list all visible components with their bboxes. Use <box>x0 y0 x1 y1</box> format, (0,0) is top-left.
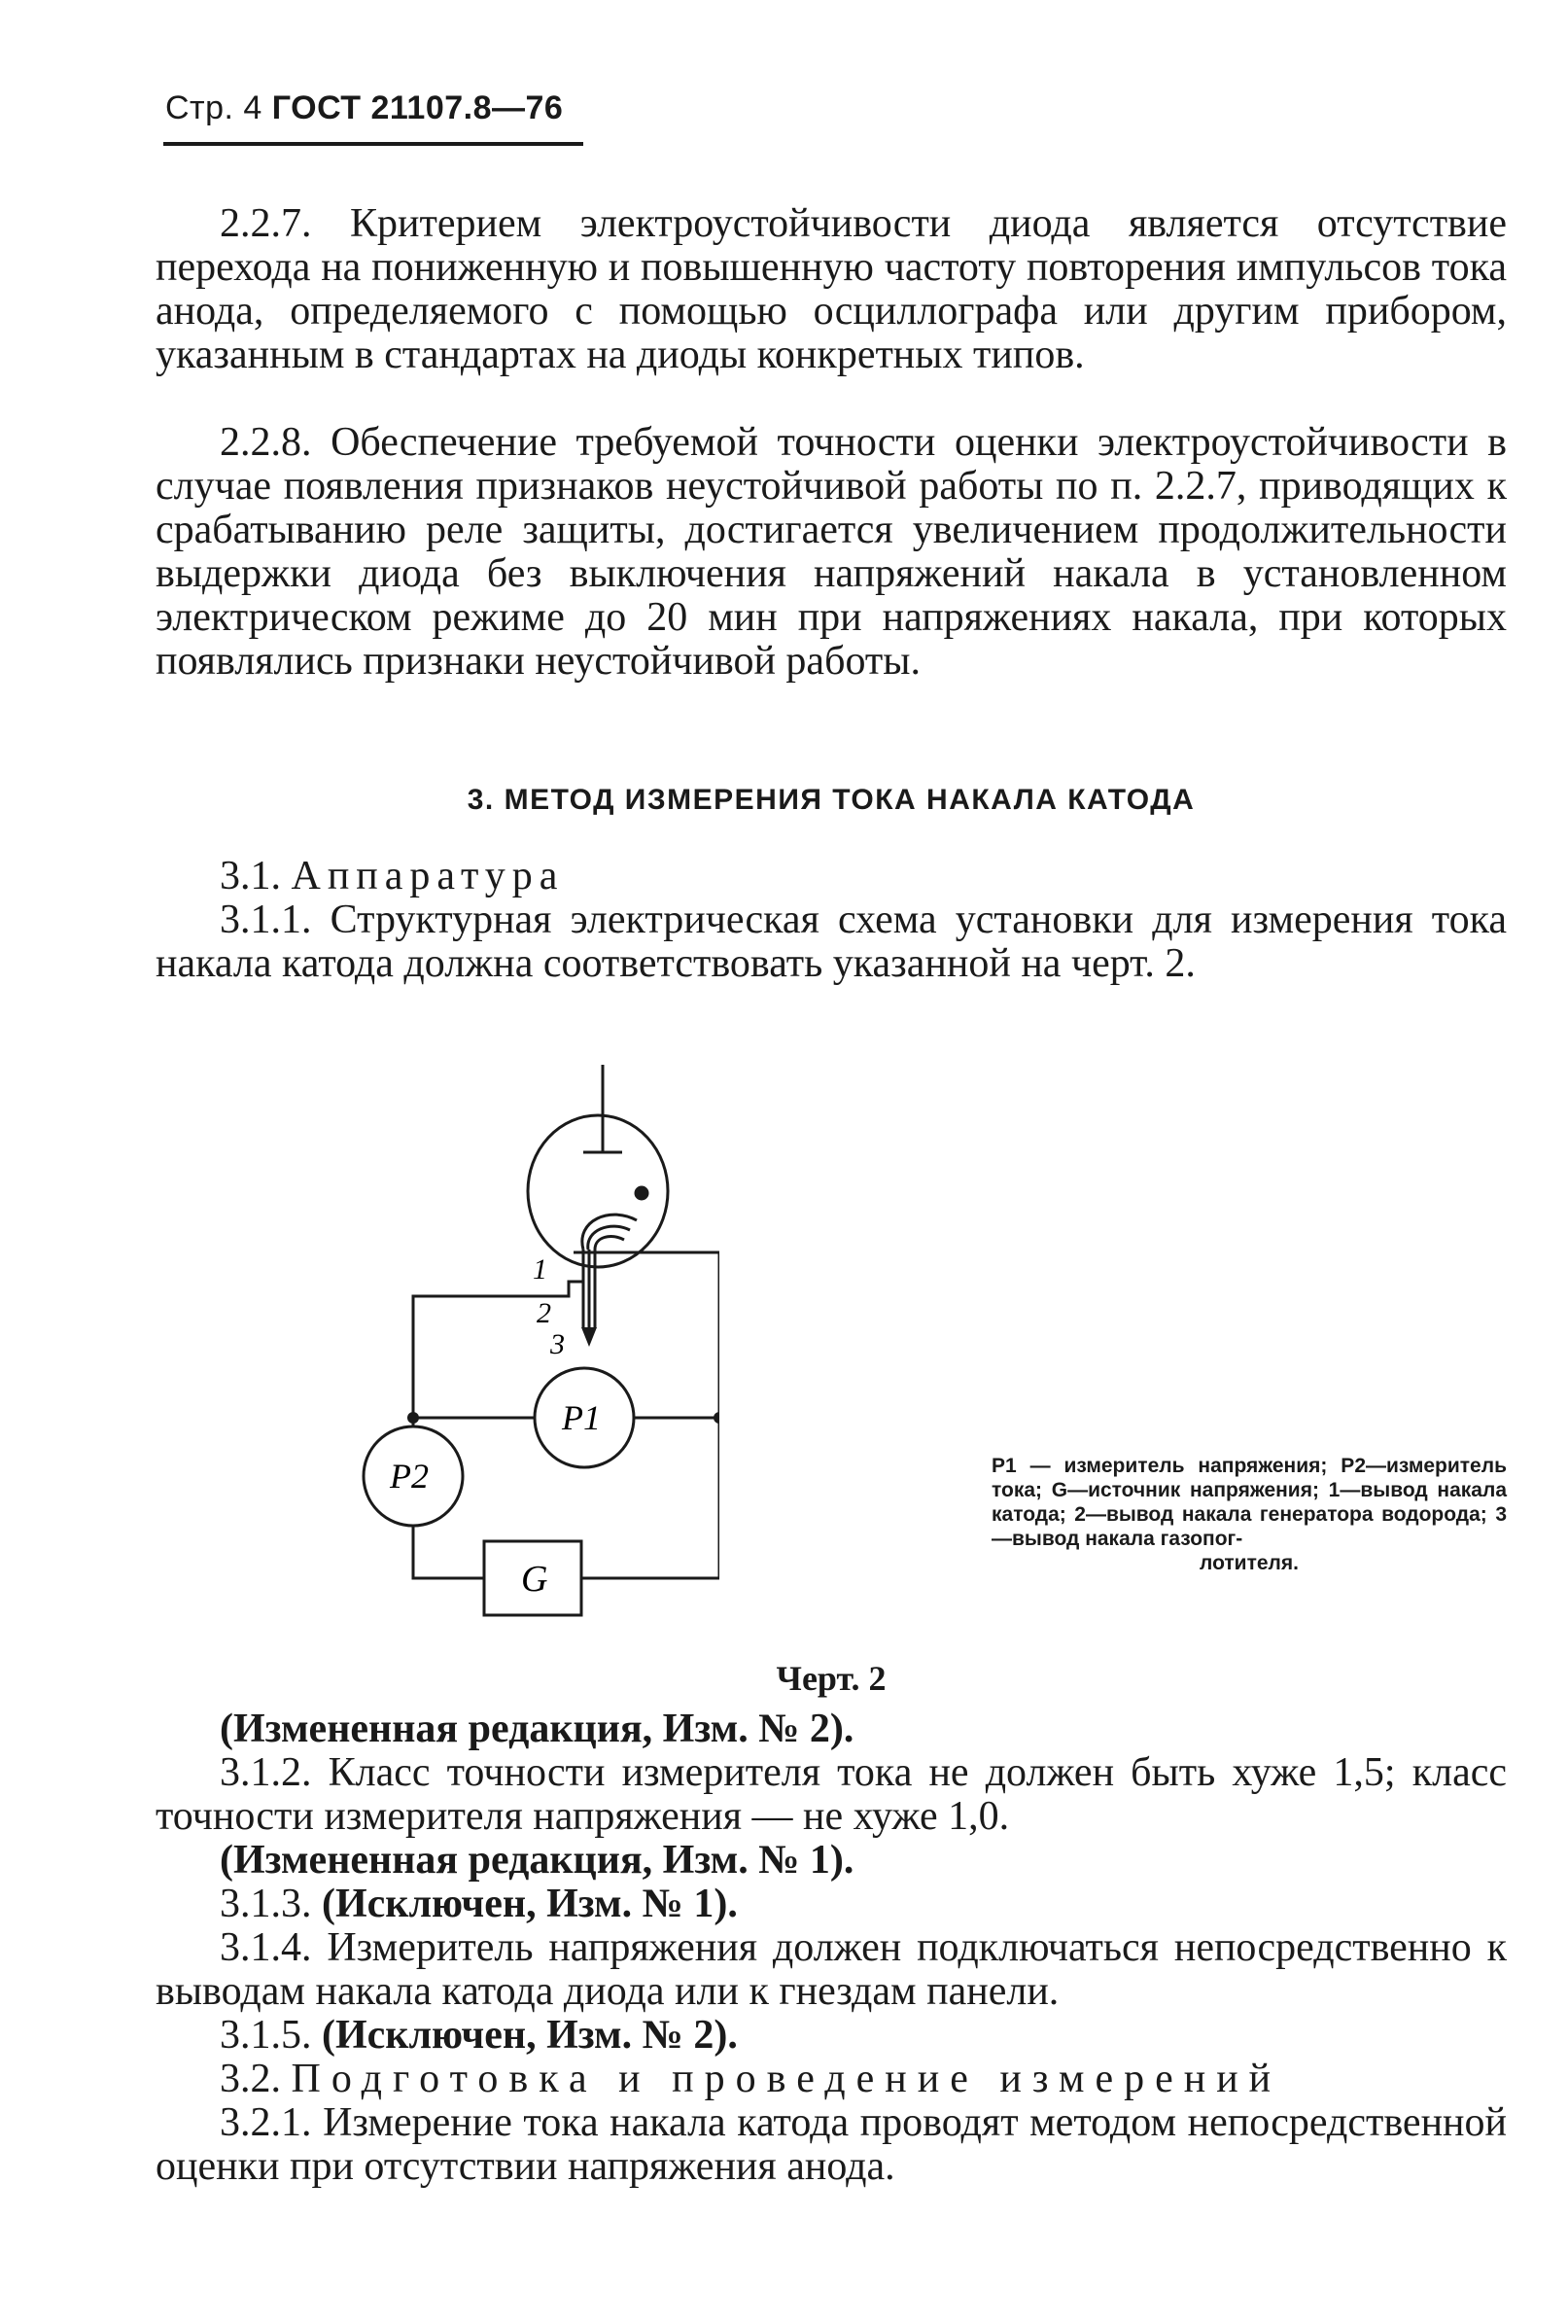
paragraph-number: 3.1.1. <box>220 898 312 942</box>
subsection-3-1 <box>156 855 1507 898</box>
amendment-note <box>156 1839 1507 1883</box>
subsection-number: 3.1. <box>220 854 281 898</box>
amendment-text: (Измененная редакция, Изм. № 2). <box>220 1707 854 1751</box>
paragraph-number: 3.1.3. <box>220 1882 312 1926</box>
page-header <box>165 89 563 127</box>
legend-text-last: лотителя. <box>1200 1552 1299 1574</box>
paragraph-text: (Исключен, Изм. № 2). <box>322 2013 738 2058</box>
circuit-diagram <box>350 1060 719 1624</box>
paragraph-number: 2.2.8. <box>220 420 312 465</box>
filament-arc-inner <box>595 1237 624 1250</box>
filament-arc-outer <box>582 1215 637 1250</box>
subsection-title: Подготовка и проведение измерений <box>291 2057 1282 2101</box>
lead-label-2: 2 <box>537 1297 551 1329</box>
wire-g-right <box>581 1418 719 1578</box>
subsection-number: 3.2. <box>220 2057 281 2101</box>
page-label: Стр. 4 <box>165 89 262 126</box>
paragraph-3-1-1 <box>156 898 1507 986</box>
getter-dot <box>636 1187 647 1199</box>
paragraph-text: Критерием электроустойчивости диода является отсутствие перехода на пониженную и повышенную частоту повторения импульсов тока анода, определяемого с помощью осциллографа или другим прибором, указанным в стандартах на диоды конкретных типов. <box>156 201 1508 377</box>
paragraph-2-2-7 <box>156 202 1507 377</box>
paragraph-number: 3.2.1. <box>220 2100 312 2145</box>
section-title: 3. МЕТОД ИЗМЕРЕНИЯ ТОКА НАКАЛА КАТОДА <box>467 784 1196 816</box>
lead-label-1: 1 <box>533 1253 547 1285</box>
paragraph-text: Класс точности измерителя тока не должен быть хуже 1,5; класс точности измерителя напряжения — не хуже 1,0. <box>156 1750 1508 1839</box>
paragraph-number: 3.1.5. <box>220 2013 312 2058</box>
paragraph-2-2-8 <box>156 421 1507 684</box>
paragraph-text: (Исключен, Изм. № 1). <box>322 1882 738 1926</box>
paragraph-number: 2.2.7. <box>220 201 312 246</box>
subsection-title: Аппаратура <box>291 854 565 898</box>
legend-text: P1 — измеритель напряжения; P2—измеритель тока; G—источник напряжения; 1—вывод накала катода; 2—вывод накала генератора водорода; 3—вывод накала газопог- <box>992 1455 1507 1550</box>
paragraph-3-1-2 <box>156 1751 1507 1839</box>
lead-label-3: 3 <box>550 1328 565 1360</box>
paragraph-number: 3.1.4. <box>220 1925 312 1970</box>
lead-arrow <box>581 1327 597 1347</box>
header-rule <box>163 142 583 146</box>
paragraph-text: Обеспечение требуемой точности оценки электроустойчивости в случае появления признаков неустойчивой работы по п. 2.2.7, приводящих к срабатыванию реле защиты, достигается увеличением продолжительности выдержки диода без выключения напряжений накала в установленном электрическом режиме до 20 мин при напряжениях накала, при которых появлялись признаки неустойчивой работы. <box>156 420 1507 684</box>
standard-number: ГОСТ 21107.8—76 <box>271 89 564 126</box>
junction-left <box>407 1412 419 1424</box>
figure-caption: Черт. 2 <box>776 1659 887 1698</box>
subsection-3-2 <box>156 2058 1507 2101</box>
junction-right <box>714 1412 719 1424</box>
amendment-note <box>156 1708 1507 1751</box>
paragraph-3-1-4 <box>156 1926 1507 2014</box>
paragraph-3-1-3 <box>156 1883 1507 1926</box>
paragraph-text: Структурная электрическая схема установки для измерения тока накала катода должна соответствовать указанной на черт. 2. <box>156 898 1507 986</box>
paragraph-number: 3.1.2. <box>220 1750 312 1795</box>
paragraph-text: Измерение тока накала катода проводят методом непосредственной оценки при отсутствии напряжения анода. <box>156 2100 1508 2189</box>
paragraph-3-2-1 <box>156 2101 1507 2189</box>
amendment-text: (Измененная редакция, Изм. № 1). <box>220 1838 854 1883</box>
g-label: G <box>521 1559 548 1600</box>
p2-label: P2 <box>390 1457 429 1496</box>
paragraph-3-1-5 <box>156 2014 1507 2058</box>
diagram-legend <box>992 1454 1507 1575</box>
paragraph-text: Измеритель напряжения должен подключаться непосредственно к выводам накала катода диода или к гнездам панели. <box>156 1925 1507 2014</box>
p1-label: P1 <box>562 1398 601 1437</box>
wire-p2-bottom <box>413 1526 484 1578</box>
